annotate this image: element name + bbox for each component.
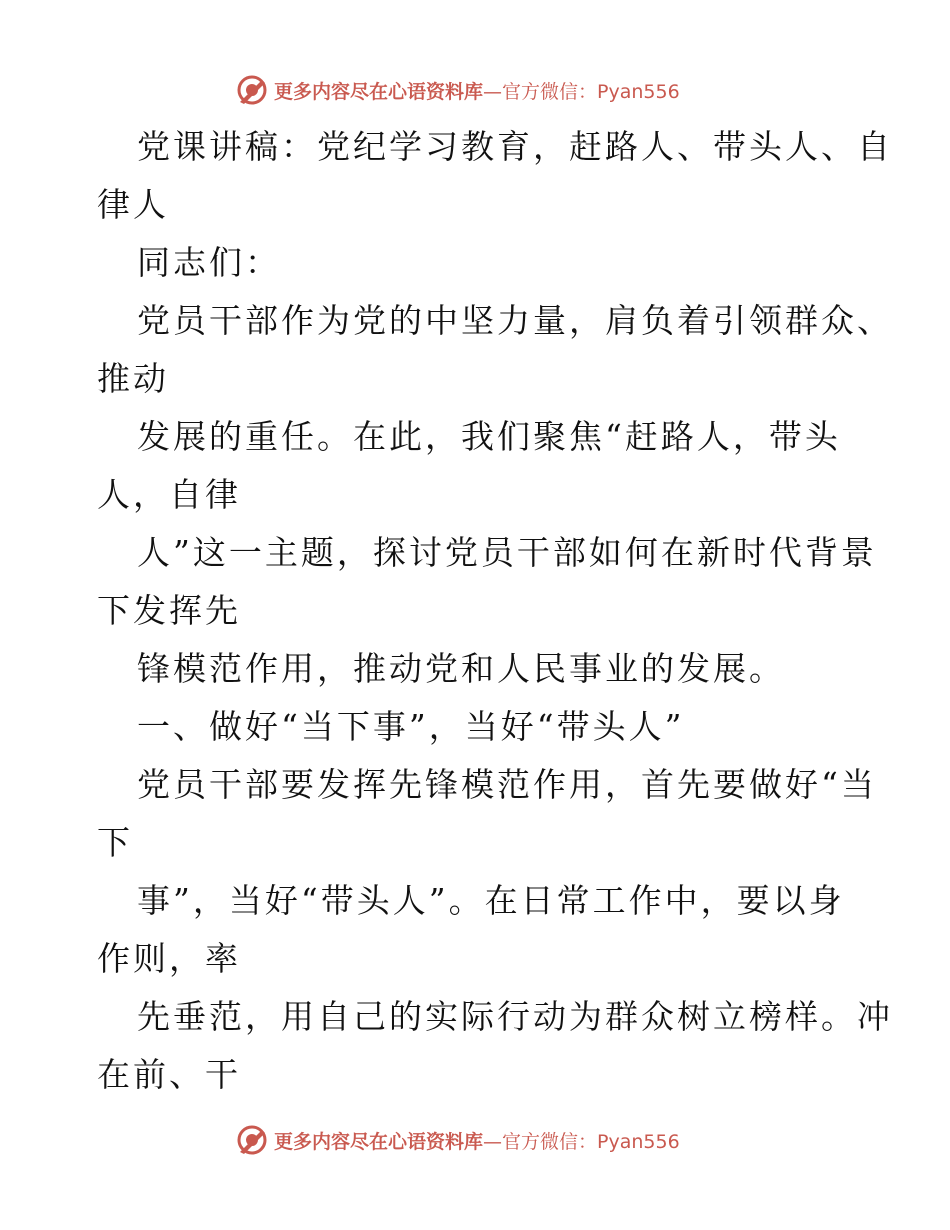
footer-watermark-text (274, 1127, 680, 1154)
section-heading: 一、做好“当下事”，当好“带头人” (137, 707, 685, 746)
paragraph-line: 发展的重任。在此，我们聚焦“赶路人，带头 (137, 417, 841, 456)
paragraph-line: 事”，当好“带头人”。在日常工作中，要以身 (137, 881, 845, 920)
footer-account: 官方微信：Pyan556 (502, 1130, 680, 1153)
paragraph-line: 推动 (97, 359, 169, 398)
title-line: 党课讲稿：党纪学习教育，赶路人、带头人、自 (137, 127, 893, 166)
document-body (97, 118, 893, 1104)
paragraph-line: 在前、干 (97, 1055, 241, 1094)
paragraph-line: 下 (97, 823, 133, 862)
salutation: 同志们： (137, 243, 281, 282)
footer-separator: — (483, 1130, 503, 1153)
paragraph-line: 党员干部要发挥先锋模范作用，首先要做好“当 (137, 765, 877, 804)
paragraph-line: 作则，率 (97, 939, 241, 978)
header-separator: — (483, 80, 503, 103)
paragraph-line: 人”这一主题，探讨党员干部如何在新时代背景 (137, 533, 877, 572)
paragraph-line: 先垂范，用自己的实际行动为群众树立榜样。冲 (137, 997, 893, 1036)
title-line-continued: 律人 (97, 185, 169, 224)
paragraph-line: 人，自律 (97, 475, 241, 514)
pen-logo-icon (236, 1124, 268, 1156)
footer-site-name: 更多内容尽在心语资料库 (274, 1130, 484, 1153)
header-watermark-text (274, 77, 680, 104)
pen-logo-icon (236, 74, 268, 106)
footer-watermark (236, 1123, 680, 1157)
paragraph-line: 下发挥先 (97, 591, 241, 630)
paragraph-line: 党员干部作为党的中坚力量，肩负着引领群众、 (137, 301, 893, 340)
header-site-name: 更多内容尽在心语资料库 (274, 80, 484, 103)
header-watermark (236, 73, 680, 107)
paragraph-line: 锋模范作用，推动党和人民事业的发展。 (137, 649, 785, 688)
header-account: 官方微信：Pyan556 (502, 80, 680, 103)
